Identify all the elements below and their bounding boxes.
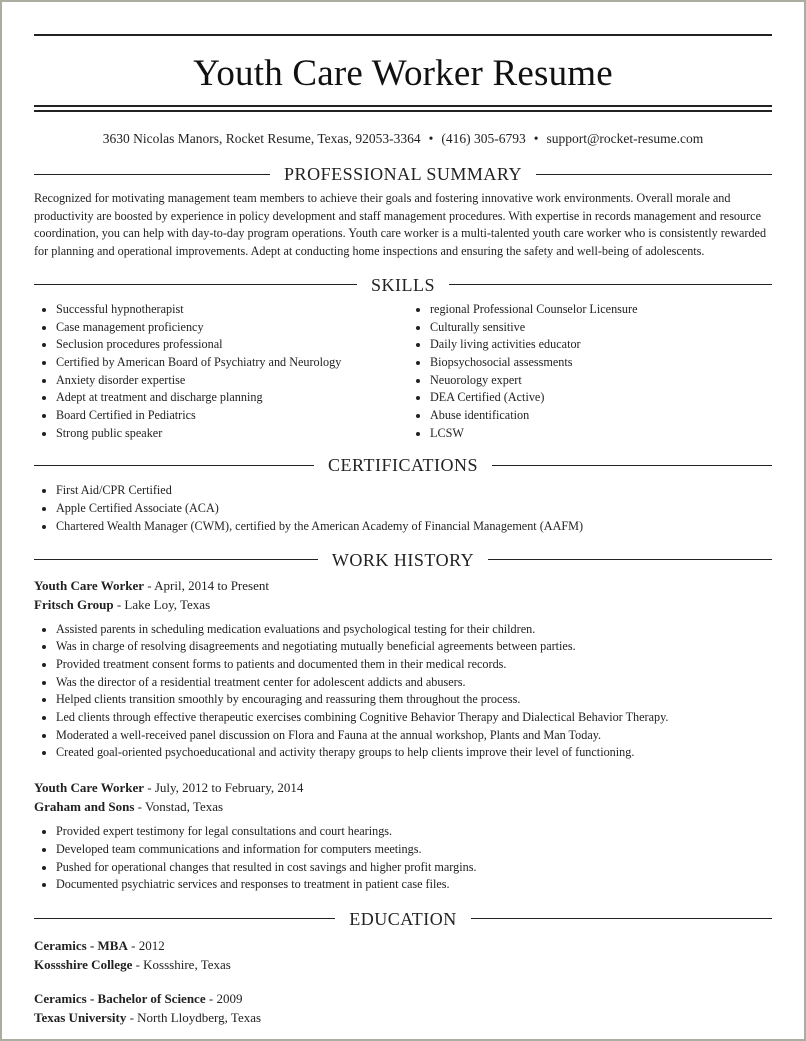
list-item: Board Certified in Pediatrics [34, 407, 408, 425]
list-item: Strong public speaker [34, 425, 408, 443]
work-heading: WORK HISTORY [331, 549, 475, 570]
list-item: Apple Certified Associate (ACA) [34, 500, 772, 518]
list-item: Abuse identification [408, 407, 772, 425]
skills-list-left [34, 301, 408, 443]
education-location: - Kossshire, Texas [132, 956, 231, 972]
list-item: Provided expert testimony for legal consultations and court hearings. [34, 823, 772, 841]
contact-address: 3630 Nicolas Manors, Rocket Resume, Texas, 92053-3364 [102, 131, 421, 146]
section-heading-certifications [34, 456, 772, 474]
education-entry [34, 936, 772, 974]
resume-title: Youth Care Worker Resume [193, 53, 613, 94]
education-entry [34, 989, 772, 1027]
education-school: Kossshire College [34, 956, 133, 972]
list-item: Case management proficiency [34, 319, 408, 337]
job-title: Youth Care Worker [34, 780, 145, 796]
list-item: Daily living activities educator [408, 336, 772, 354]
contact-email: support@rocket-resume.com [546, 131, 704, 146]
job-dates: - July, 2012 to February, 2014 [144, 780, 304, 796]
summary-text: Recognized for motivating management team members to achieve their goals and fostering innovative work environments. Overall morale and productivity are boosted by experience in policy development and staff management procedures. With expertise in records management and resource coordination, you can help with day-to-day program operations. Youth care worker is a multi-talented youth care worker who is consistently rewarded for planning and operational improvements. Adept at conducting home inspections and ensuring the safety and well-being of adolescents. [34, 191, 767, 259]
list-item: regional Professional Counselor Licensure [408, 301, 772, 319]
job-company: Graham and Sons [34, 799, 135, 815]
list-item: Biopsychosocial assessments [408, 354, 772, 372]
list-item: Created goal-oriented psychoeducational and activity therapy groups to help clients improve their level of functioning. [34, 744, 772, 762]
skills-list-right [408, 301, 772, 443]
list-item: Developed team communications and information for computers meetings. [34, 841, 772, 859]
list-item: Anxiety disorder expertise [34, 372, 408, 390]
skills-columns [34, 301, 772, 443]
job-location: - Lake Loy, Texas [113, 596, 211, 612]
certifications-list [34, 482, 772, 535]
education-location: - North Lloydberg, Texas [126, 1009, 262, 1025]
list-item: Was the director of a residential treatment center for adolescent addicts and abusers. [34, 674, 772, 692]
certifications-heading: CERTIFICATIONS [328, 455, 478, 476]
list-item: DEA Certified (Active) [408, 389, 772, 407]
contact-separator: • [428, 131, 434, 146]
section-heading-skills [34, 276, 772, 294]
list-item: Assisted parents in scheduling medication evaluations and psychological testing for their children. [34, 621, 772, 639]
contact-separator: • [533, 131, 539, 146]
education-degree-line [34, 989, 772, 1008]
job-bullets [34, 621, 772, 763]
job-location: - Vonstad, Texas [134, 799, 224, 815]
education-year: - 2009 [205, 990, 243, 1006]
education-degree: Ceramics - Bachelor of Science [34, 990, 206, 1006]
section-heading-education [34, 910, 772, 928]
list-item: Provided treatment consent forms to patients and documented them in their medical records. [34, 656, 772, 674]
section-heading-work [34, 551, 772, 569]
job-company: Fritsch Group [34, 596, 114, 612]
list-item: Neuorology expert [408, 372, 772, 390]
section-heading-summary [34, 165, 772, 183]
job-company-line [34, 595, 772, 614]
resume-page [34, 34, 772, 1027]
job-title-line [34, 778, 772, 797]
list-item: First Aid/CPR Certified [34, 482, 772, 500]
list-item: Adept at treatment and discharge planning [34, 389, 408, 407]
list-item: LCSW [408, 425, 772, 443]
list-item: Moderated a well-received panel discussion on Flora and Fauna at the annual workshop, Plants and Man Today. [34, 727, 772, 745]
job-title-line [34, 576, 772, 595]
skills-heading: SKILLS [371, 274, 436, 295]
title-double-rule [34, 105, 772, 112]
list-item: Led clients through effective therapeutic exercises combining Cognitive Behavior Therapy and Dialectical Behavior Therapy. [34, 709, 772, 727]
contact-phone: (416) 305-6793 [441, 131, 526, 146]
job-title: Youth Care Worker [34, 577, 145, 593]
job-company-line [34, 797, 772, 816]
job-entry [34, 576, 772, 763]
list-item: Culturally sensitive [408, 319, 772, 337]
summary-heading: PROFESSIONAL SUMMARY [284, 164, 522, 184]
list-item: Successful hypnotherapist [34, 301, 408, 319]
list-item: Helped clients transition smoothly by encouraging and reassuring them throughout the process. [34, 691, 772, 709]
education-degree: Ceramics - MBA [34, 937, 128, 953]
list-item: Was in charge of resolving disagreements and negotiating mutually beneficial agreements between parties. [34, 638, 772, 656]
list-item: Pushed for operational changes that resulted in cost savings and higher profit margins. [34, 859, 772, 877]
education-heading: EDUCATION [349, 908, 457, 929]
job-bullets [34, 823, 772, 894]
education-school-line [34, 955, 772, 974]
education-school-line [34, 1008, 772, 1027]
contact-line [34, 131, 772, 149]
list-item: Chartered Wealth Manager (CWM), certified by the American Academy of Financial Management (AAFM) [34, 518, 772, 536]
top-rule [34, 34, 772, 36]
job-entry [34, 778, 772, 894]
list-item: Certified by American Board of Psychiatry and Neurology [34, 354, 408, 372]
education-degree-line [34, 936, 772, 955]
list-item: Seclusion procedures professional [34, 336, 408, 354]
list-item: Documented psychiatric services and responses to treatment in patient case files. [34, 876, 772, 894]
job-dates: - April, 2014 to Present [144, 577, 269, 593]
education-school: Texas University [34, 1009, 127, 1025]
education-year: - 2012 [127, 937, 165, 953]
